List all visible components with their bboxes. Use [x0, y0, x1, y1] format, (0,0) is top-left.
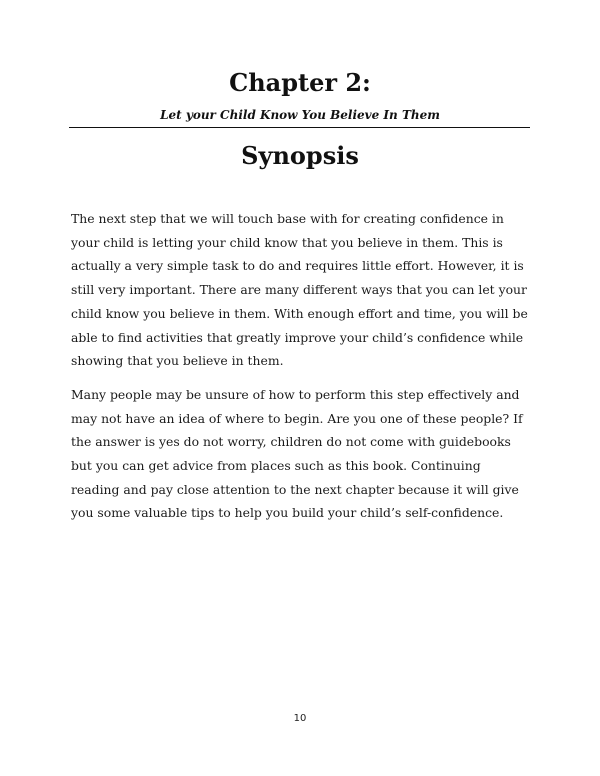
chapter-subtitle: Let your Child Know You Believe In Them — [160, 108, 440, 122]
page-number: 10 — [293, 713, 307, 724]
chapter-title: Chapter 2: — [229, 68, 371, 97]
body-text — [71, 207, 533, 535]
title-divider — [69, 127, 530, 128]
paragraph-1: The next step that we will touch base with for creating confidence in your child is letting your child know that you believe in them. This is actually a very simple task to do and requires little effort. However, it is still very important. There are many different ways that you can let your child know you believe in them. With enough effort and time, you will be able to find activities that greatly improve your child’s confidence while showing that you believe in them. — [71, 211, 528, 369]
section-title: Synopsis — [241, 141, 359, 170]
paragraph-2: Many people may be unsure of how to perform this step effectively and may not have an idea of where to begin. Are you one of these people? If the answer is yes do not worry, children do not come with guidebooks but you can get advice from places such as this book. Continuing reading and pay close attention to the next chapter because it will give you some valuable tips to help you build your child’s self-confidence. — [71, 386, 523, 521]
